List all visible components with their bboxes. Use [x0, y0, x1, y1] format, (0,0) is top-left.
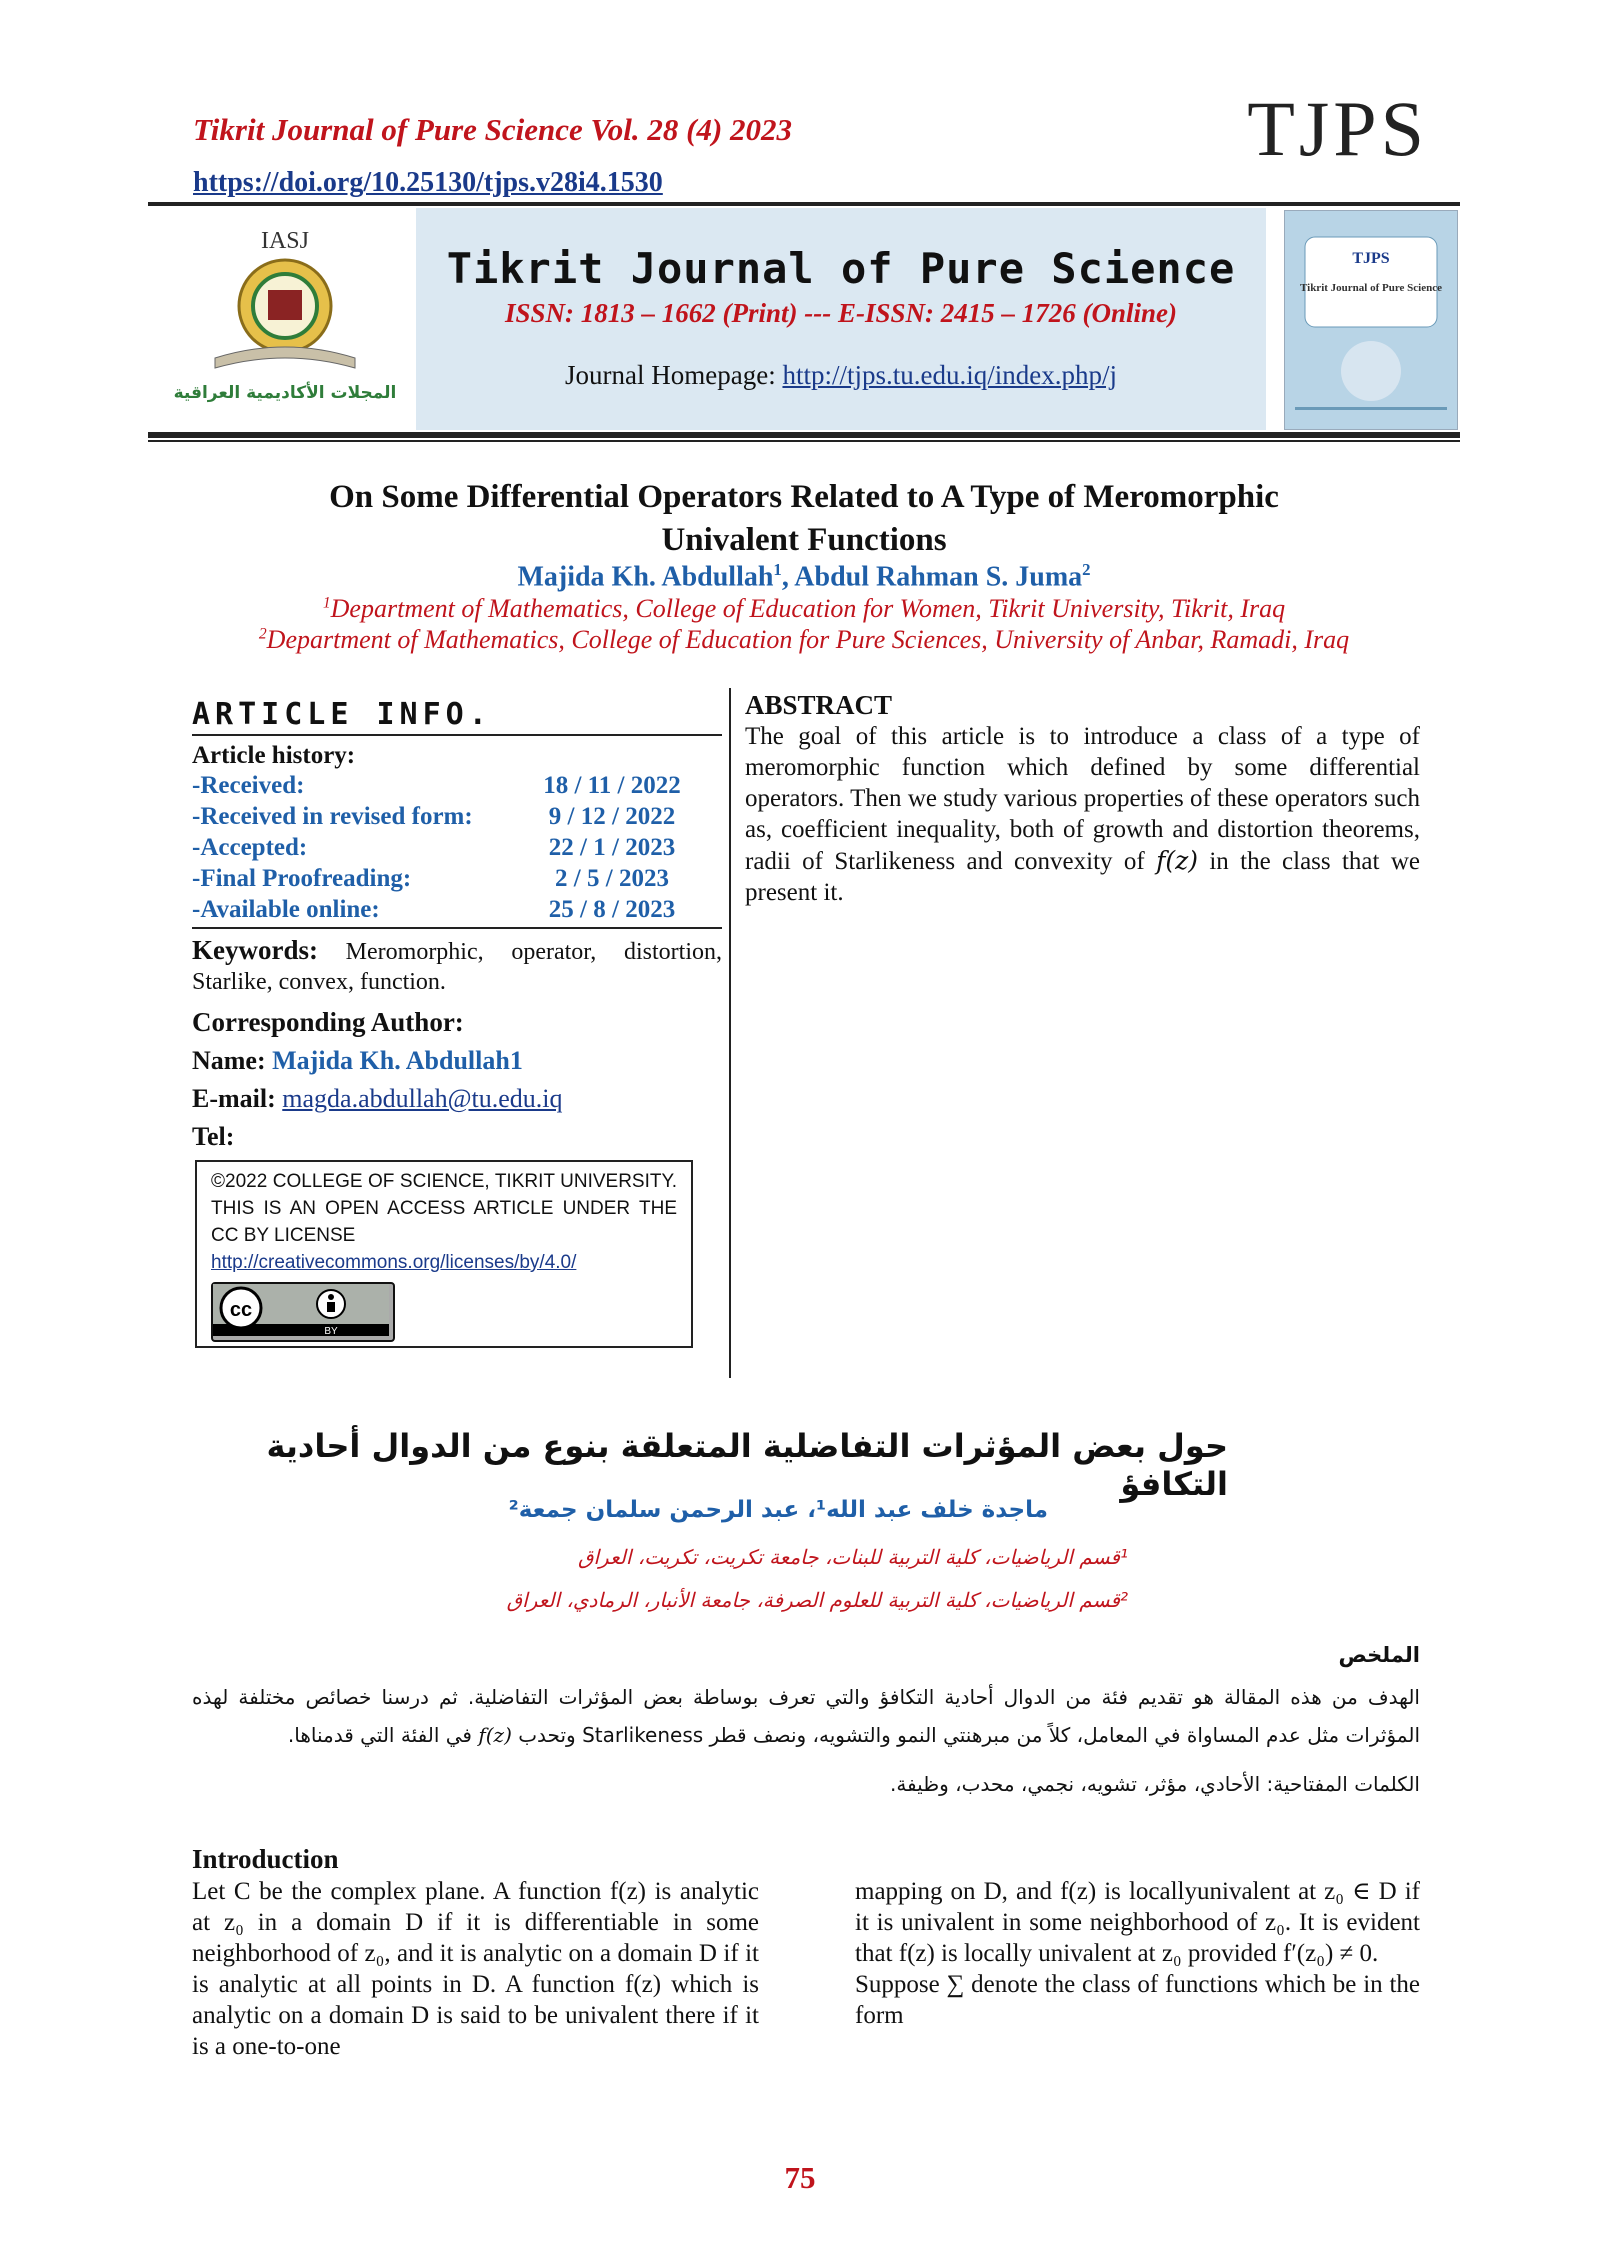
arabic-authors: ماجدة خلف عبد الله¹، عبد الرحمن سلمان جمعة²	[508, 1497, 1048, 1523]
history-date: 22 / 1 / 2023	[548, 834, 676, 861]
history-row	[192, 832, 722, 863]
corresponding-email: E-mail: magda.abdullah@tu.edu.iq	[192, 1084, 563, 1113]
email-link[interactable]: magda.abdullah@tu.edu.iq	[282, 1084, 563, 1113]
history-rule	[192, 927, 722, 929]
history-date: 18 / 11 / 2022	[543, 772, 681, 799]
corresponding-name: Name: Majida Kh. Abdullah1	[192, 1046, 523, 1075]
cc-icon: cc	[229, 1299, 253, 1321]
license-box	[195, 1160, 693, 1348]
introduction-left-column: Let C be the complex plane. A function f(z) is analytic at z₀ in a domain D if it is differentiable in some neighborhood of z₀, and it is analytic on a domain D if it is analytic at all points in D. A function f(z) which is analytic on a domain D is said to be univalent there if it is a one-to-one	[192, 1878, 759, 2060]
history-row	[192, 770, 722, 801]
history-row	[192, 894, 722, 925]
arabic-abstract-heading: الملخص	[1338, 1643, 1420, 1667]
page-number: 75	[784, 2160, 816, 2195]
arabic-affiliation-2: ²قسم الرياضيات، كلية التربية للعلوم الصرفة، جامعة الأنبار، الرمادي، العراق	[506, 1588, 1128, 1612]
affiliation-1: $^1$Department of Mathematics, College of Education for Women, Tikrit University, Tikrit, Iraq	[322, 594, 1286, 623]
journal-volume-line: Tikrit Journal of Pure Science Vol. 28 (4) 2023	[193, 112, 793, 147]
journal-banner	[148, 208, 1460, 430]
corresponding-author-label: Corresponding Author:	[192, 1007, 464, 1037]
introduction-heading: Introduction	[192, 1844, 339, 1874]
banner-bottom-rule	[148, 432, 1460, 438]
history-label: -Received in revised form:	[192, 803, 473, 830]
history-date: 9 / 12 / 2022	[548, 803, 676, 830]
history-row	[192, 863, 722, 894]
article-history-title: Article history:	[192, 742, 356, 769]
iasj-arabic-text: المجلات الأكاديمية العراقية	[173, 383, 397, 403]
article-info-heading: ARTICLE INFO.	[192, 697, 492, 732]
journal-cover-image	[1284, 210, 1458, 430]
license-link[interactable]: http://creativecommons.org/licenses/by/4.0/	[211, 1252, 577, 1273]
column-divider	[729, 688, 731, 1378]
iasj-logo-text: IASJ	[260, 228, 310, 254]
history-label: -Final Proofreading:	[192, 865, 412, 892]
corresponding-tel: Tel:	[192, 1122, 235, 1151]
keywords: Keywords: Meromorphic, operator, distortion, Starlike, convex, function.	[192, 935, 722, 995]
history-row	[192, 801, 722, 832]
article-history-list	[192, 770, 722, 925]
issn-line: ISSN: 1813 – 1662 (Print) --- E-ISSN: 2415 – 1726 (Online)	[504, 298, 1178, 328]
abstract-heading: ABSTRACT	[745, 690, 893, 720]
history-date: 25 / 8 / 2023	[548, 896, 676, 923]
cover-tjps-text: TJPS	[1352, 250, 1390, 267]
doi-link[interactable]: https://doi.org/10.25130/tjps.v28i4.1530	[193, 167, 663, 198]
arabic-keywords: الكلمات المفتاحية: الأحادي، مؤثر، تشويه، نجمي، محدب، وظيفة.	[889, 1772, 1420, 1796]
paper-authors: Majida Kh. Abdullah$^1$, Abdul Rahman S. Juma$^2$	[517, 560, 1091, 593]
cc-by-badge	[211, 1282, 395, 1342]
history-date: 2 / 5 / 2023	[555, 865, 669, 892]
introduction-right-column: mapping on D, and f(z) is locallyunivalent at z₀ ∈ D if it is univalent in some neighborhood of z₀. It is evident that f(z) is locally univalent at z₀ provided f′(z₀) ≠ 0. Suppose ∑ denote the class of functions which be in the form	[855, 1878, 1420, 2029]
iasj-logo	[160, 218, 410, 413]
history-label: -Accepted:	[192, 834, 308, 861]
history-label: -Available online:	[192, 896, 380, 923]
abstract-body: The goal of this article is to introduce a class of a type of meromorphic function which defined by some differential operators. Then we study various properties of these operators such as, coefficient inequality, both of growth and distortion theorems, radii of Starlikeness and convexity of f(z) in the class that we present it.	[745, 723, 1420, 906]
tjps-brand: TJPS	[1247, 85, 1428, 172]
journal-title: Tikrit Journal of Pure Science	[446, 244, 1236, 293]
history-label: -Received:	[192, 772, 305, 799]
homepage-link[interactable]: http://tjps.tu.edu.iq/index.php/j	[782, 360, 1117, 390]
by-label: BY	[324, 1326, 338, 1336]
arabic-abstract-body: الهدف من هذه المقالة هو تقديم فئة من الدوال أحادية التكافؤ والتي تعرف بوساطة بعض المؤثرات التفاضلية. ثم درسنا خصائص مختلفة لهذه المؤثرات مثل عدم المساواة في المعامل، كلاً من مبرهنتي النمو والتشويه، ونصف قطر Starlikeness وتحدب f(z) في الفئة التي قدمناها.	[192, 1685, 1420, 1747]
affiliation-2: $^2$Department of Mathematics, College of Education for Pure Sciences, University of Anbar, Ramadi, Iraq	[258, 625, 1350, 654]
cover-title-text: Tikrit Journal of Pure Science	[1300, 282, 1442, 294]
banner-bottom-rule-thin	[148, 440, 1460, 442]
person-icon	[328, 1294, 334, 1300]
header-rule	[148, 202, 1460, 206]
journal-homepage: Journal Homepage: http://tjps.tu.edu.iq/index.php/j	[565, 360, 1117, 390]
abstract	[745, 690, 1420, 908]
license-text: ©2022 COLLEGE OF SCIENCE, TIKRIT UNIVERSITY. THIS IS AN OPEN ACCESS ARTICLE UNDER THE CC BY LICENSE	[211, 1171, 677, 1246]
arabic-title: حول بعض المؤثرات التفاضلية المتعلقة بنوع من الدوال أحادية التكافؤ	[266, 1427, 1228, 1503]
arabic-affiliation-1: ¹قسم الرياضيات، كلية التربية للبنات، جامعة تكريت، تكريت، العراق	[577, 1545, 1128, 1569]
article-info-rule	[192, 734, 722, 736]
banner-title-panel	[416, 208, 1266, 430]
article-info	[192, 697, 722, 1152]
paper-title: On Some Differential Operators Related to A Type of Meromorphic Univalent Functions	[329, 479, 1279, 558]
